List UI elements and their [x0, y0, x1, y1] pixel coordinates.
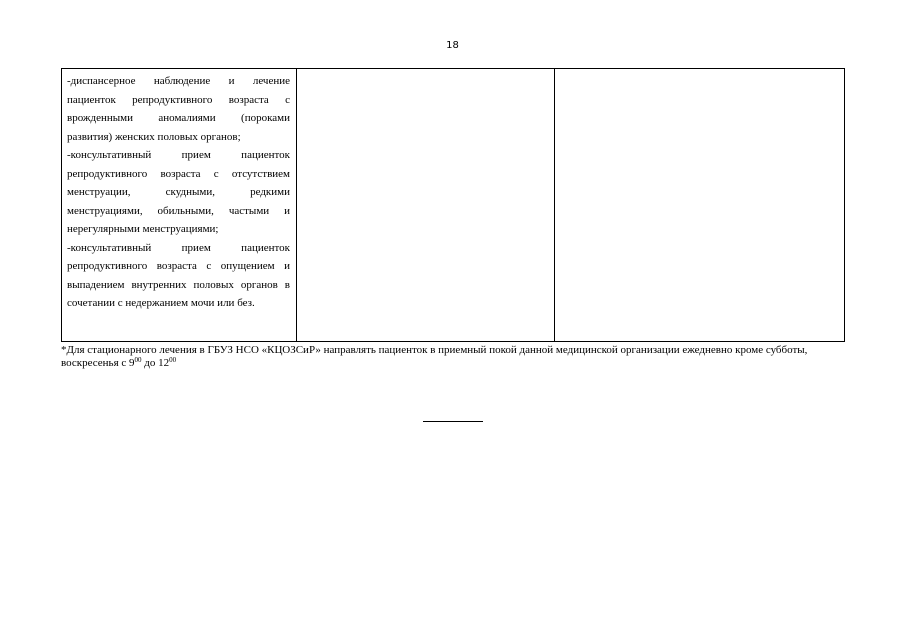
- service-item-menstruation-consultation: -консультативный прием пациенток репродуктивного возраста с отсутствием менструации, скудными, редкими менструациями, обильными, частыми и нерегулярными менструациями;: [67, 149, 290, 235]
- end-divider-line: [423, 421, 483, 422]
- service-item-prolapse-consultation: -консультативный прием пациенток репродуктивного возраста с опущением и выпадением внутренних половых органов в сочетании с недержанием мочи или без.: [67, 241, 290, 309]
- services-table: [61, 68, 845, 342]
- footnote-superscript-end-time: 00: [169, 356, 177, 364]
- page-number: 18: [446, 40, 459, 51]
- footnote-superscript-start-time: 00: [134, 356, 142, 364]
- footnote: [61, 344, 847, 370]
- footnote-text-start: *Для стационарного лечения в ГБУЗ НСО «КЦОЗСиР» направлять пациенток в приемный покой данной медицинской организации ежедневно кроме субботы, воскресенья с 9: [61, 344, 808, 369]
- table-cell-services: [62, 69, 297, 342]
- services-text: [62, 69, 296, 313]
- footnote-text-middle: до 12: [141, 357, 170, 369]
- table-cell-empty-middle: [297, 69, 555, 342]
- service-item-dispensary-observation: -диспансерное наблюдение и лечение пациенток репродуктивного возраста с врожденными аномалиями (пороками развития) женских половых органов;: [67, 75, 290, 143]
- table-row: [62, 69, 845, 342]
- table-cell-empty-right: [555, 69, 845, 342]
